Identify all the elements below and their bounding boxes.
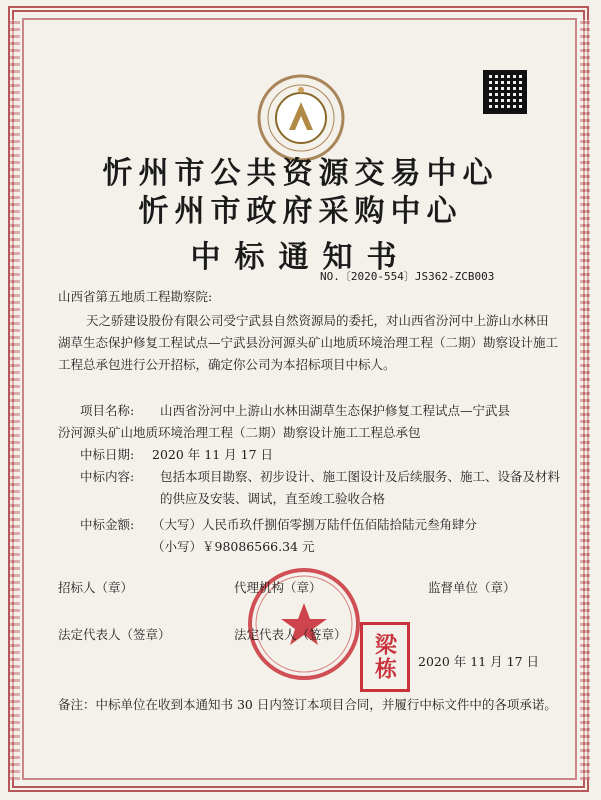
sign-date: 2020 年 11 月 17 日 [418,654,539,669]
project-value-line2: 汾河源头矿山地质环境治理工程（二期）勘察设计施工工程总承包 [58,425,421,440]
amount-lower: （小写）￥98086566.34 元 [152,539,315,554]
tenderer-label: 招标人（章） [58,580,134,595]
legal-rep-label-2: 法定代表人（签章） [234,627,347,642]
content-value: 包括本项目勘察、初步设计、施工图设计及后续服务、施工、设备及材料的供应及安装、调试，直至竣工验收合格 [160,469,561,506]
agent-label: 代理机构（章） [234,580,322,595]
project-label: 项目名称: [80,403,135,418]
personal-name-stamp: 梁栋 [360,622,410,692]
border-pattern-left [10,20,20,780]
border-pattern-right [580,20,590,780]
remark-note: 备注：中标单位在收到本通知书 30 日内签订本项目合同，并履行中标文件中的各项承诺。 [58,697,557,712]
date-value: 2020 年 11 月 17 日 [152,447,273,462]
project-value-line1: 山西省汾河中上游山水林田湖草生态保护修复工程试点—宁武县 [160,403,511,418]
amount-upper: （大写）人民币玖仟捌佰零捌万陆仟伍佰陆拾陆元叁角肆分 [152,517,478,532]
recipient: 山西省第五地质工程勘察院: [58,289,213,304]
supervisor-label: 监督单位（章） [428,580,516,595]
title-line-1: 忻州市公共资源交易中心 [102,156,499,191]
amount-label: 中标金额: [80,517,135,532]
content-label: 中标内容: [80,469,135,484]
document-number: NO.〔2020-554〕JS362-ZCB003 [320,270,495,283]
notice-paragraph: 天之骄建设股份有限公司受宁武县自然资源局的委托，对山西省汾河中上游山水林田湖草生态保护修复工程试点—宁武县汾河源头矿山地质环境治理工程（二期）勘察设计施工工程总承包进行公开招标，确定你公司为本招标项目中标人。 [58,313,559,372]
title-line-2: 忻州市政府采购中心 [138,194,463,229]
date-label: 中标日期: [80,447,135,462]
document-title: 中标通知书 [190,240,411,275]
legal-rep-label-1: 法定代表人（签章） [58,627,171,642]
qr-code-icon [483,70,527,114]
